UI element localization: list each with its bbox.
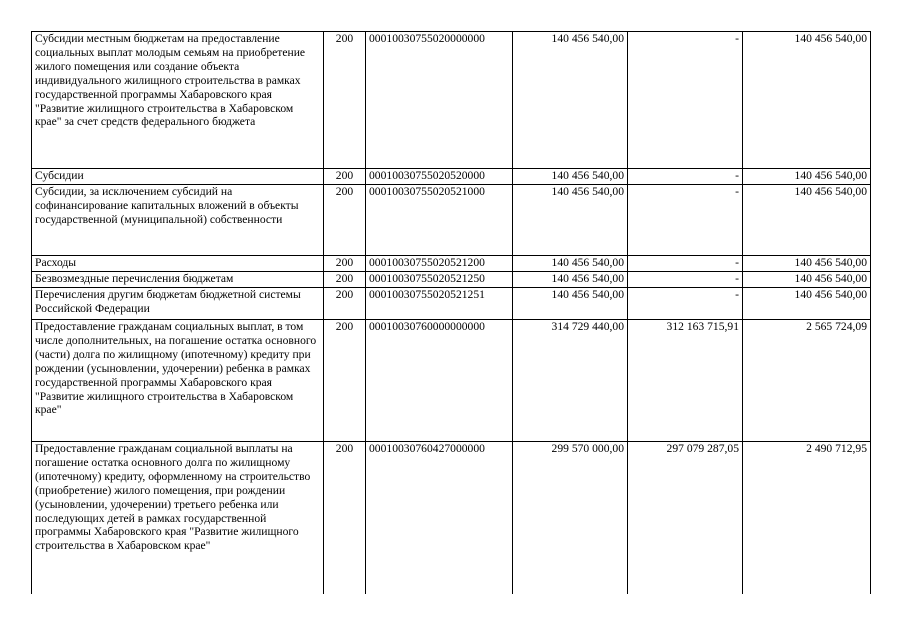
row-approved: 140 456 540,00	[513, 32, 628, 169]
table-row	[32, 169, 871, 185]
row-kbk: 00010030755020521251	[366, 288, 513, 320]
row-unexecuted: 140 456 540,00	[743, 169, 871, 185]
row-name: Субсидии, за исключением субсидий на софинансирование капитальных вложений в объекты государственной (муниципальной) собственности	[32, 185, 324, 256]
table-row	[32, 442, 871, 594]
row-approved: 299 570 000,00	[513, 442, 628, 594]
table-row	[32, 272, 871, 288]
row-executed: -	[628, 169, 743, 185]
row-kbk: 00010030755020520000	[366, 169, 513, 185]
row-kbk: 00010030755020000000	[366, 32, 513, 169]
row-name: Субсидии	[32, 169, 324, 185]
row-executed: 297 079 287,05	[628, 442, 743, 594]
row-executed: -	[628, 32, 743, 169]
row-unexecuted: 140 456 540,00	[743, 32, 871, 169]
row-executed: -	[628, 185, 743, 256]
row-executed: -	[628, 272, 743, 288]
row-unexecuted: 140 456 540,00	[743, 272, 871, 288]
row-executed: -	[628, 256, 743, 272]
row-approved: 140 456 540,00	[513, 256, 628, 272]
row-unexecuted: 2 565 724,09	[743, 320, 871, 442]
row-code: 200	[324, 32, 366, 169]
row-name: Перечисления другим бюджетам бюджетной системы Российской Федерации	[32, 288, 324, 320]
row-approved: 314 729 440,00	[513, 320, 628, 442]
row-name: Безвозмездные перечисления бюджетам	[32, 272, 324, 288]
table-row	[32, 185, 871, 256]
row-unexecuted: 140 456 540,00	[743, 185, 871, 256]
row-name: Субсидии местным бюджетам на предоставление социальных выплат молодым семьям на приобретение жилого помещения или создание объекта индивидуального жилищного строительства в рамках государственной программы Хабаровского края "Развитие жилищного строительства в Хабаровском крае" за счет средств федерального бюджета	[32, 32, 324, 169]
row-executed: 312 163 715,91	[628, 320, 743, 442]
table-row	[32, 288, 871, 320]
row-code: 200	[324, 256, 366, 272]
table-row	[32, 256, 871, 272]
row-executed: -	[628, 288, 743, 320]
row-kbk: 00010030760427000000	[366, 442, 513, 594]
row-unexecuted: 140 456 540,00	[743, 256, 871, 272]
row-approved: 140 456 540,00	[513, 288, 628, 320]
table-row	[32, 320, 871, 442]
budget-execution-table	[31, 31, 871, 594]
row-code: 200	[324, 442, 366, 594]
row-approved: 140 456 540,00	[513, 185, 628, 256]
row-approved: 140 456 540,00	[513, 169, 628, 185]
row-kbk: 00010030755020521200	[366, 256, 513, 272]
row-name: Расходы	[32, 256, 324, 272]
row-code: 200	[324, 169, 366, 185]
row-code: 200	[324, 288, 366, 320]
row-unexecuted: 2 490 712,95	[743, 442, 871, 594]
row-code: 200	[324, 272, 366, 288]
row-kbk: 00010030755020521000	[366, 185, 513, 256]
row-unexecuted: 140 456 540,00	[743, 288, 871, 320]
row-code: 200	[324, 320, 366, 442]
row-name: Предоставление гражданам социальных выплат, в том числе дополнительных, на погашение остатка основного (части) долга по жилищному (ипотечному) кредиту при рождении (усыновлении, удочерении) ребенка в рамках государственной программы Хабаровского края "Развитие жилищного строительства в Хабаровском крае"	[32, 320, 324, 442]
table-row	[32, 32, 871, 169]
row-name: Предоставление гражданам социальной выплаты на погашение остатка основного долга по жилищному (ипотечному) кредиту, оформленному на строительство (приобретение) жилого помещения, при рождении (усыновлении, удочерении) третьего ребенка или последующих детей в рамках государственной программы Хабаровского края "Развитие жилищного строительства в Хабаровском крае"	[32, 442, 324, 594]
row-code: 200	[324, 185, 366, 256]
row-kbk: 00010030760000000000	[366, 320, 513, 442]
row-kbk: 00010030755020521250	[366, 272, 513, 288]
row-approved: 140 456 540,00	[513, 272, 628, 288]
